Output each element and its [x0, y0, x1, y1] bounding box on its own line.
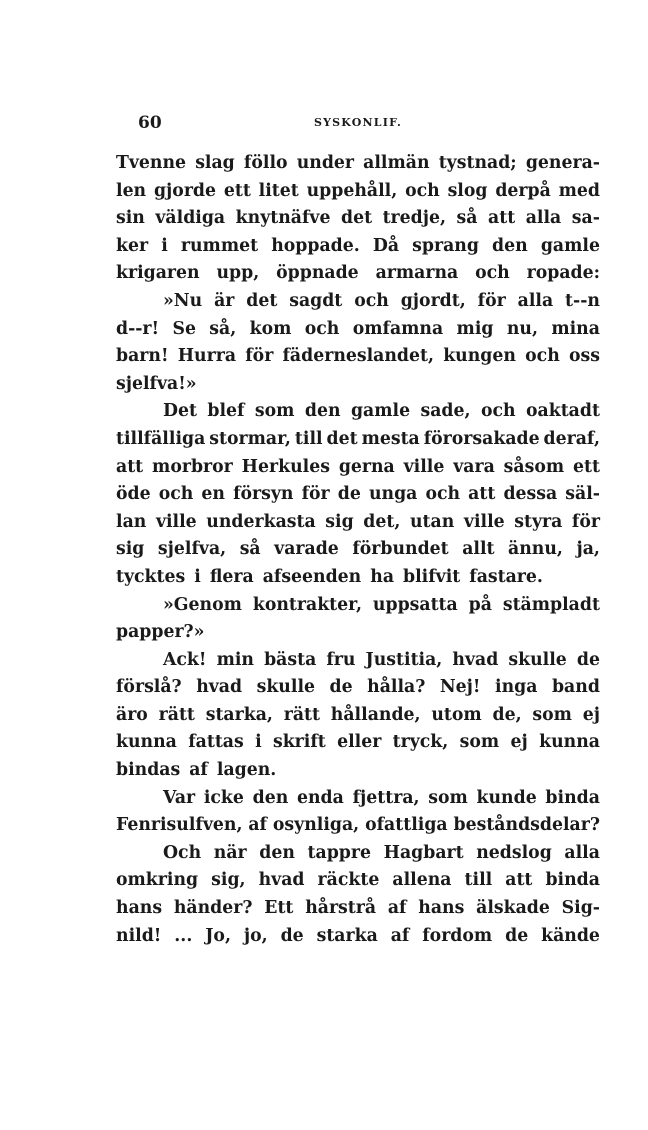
word: papper?»: [116, 622, 205, 643]
word: i: [161, 235, 168, 256]
word: varade: [274, 539, 339, 560]
word: det: [340, 208, 373, 229]
word: och: [425, 484, 461, 505]
word: händer?: [173, 898, 253, 919]
word: genera-: [525, 153, 600, 173]
word: sig: [116, 539, 145, 560]
word: fastare.: [469, 566, 543, 587]
word: ville: [463, 511, 505, 532]
word: öppnade: [276, 263, 359, 284]
word: de: [337, 484, 361, 505]
word: till: [294, 428, 323, 449]
word: och: [525, 346, 560, 367]
word: sade,: [420, 401, 471, 422]
word: morbror: [152, 456, 233, 477]
word: mig: [456, 318, 494, 339]
word: bindas: [116, 760, 181, 781]
word: mina: [551, 318, 600, 339]
word: en: [201, 484, 225, 505]
word: slag: [195, 153, 235, 173]
word: Sig-: [561, 898, 600, 919]
word: rätt: [283, 704, 320, 725]
word: tryck,: [392, 732, 449, 753]
text-line: [116, 178, 600, 206]
word: sa-: [571, 208, 600, 229]
word: kände: [541, 925, 600, 946]
word: icke: [203, 787, 244, 808]
word: slog: [447, 180, 488, 201]
word: gjorde: [153, 180, 217, 201]
word: lan: [116, 511, 147, 532]
word: ett: [223, 180, 251, 201]
word: Fenrisulfven,: [116, 815, 243, 836]
word: räckte: [317, 870, 380, 891]
word: kunna: [116, 732, 177, 753]
word: d--r!: [116, 318, 160, 339]
word: och: [405, 180, 440, 201]
text-line: [116, 398, 600, 426]
word: såsom: [503, 456, 565, 477]
word: utan: [409, 511, 455, 532]
page-header: [116, 113, 600, 137]
word: band: [551, 677, 600, 698]
word: gerna: [338, 456, 395, 477]
text-line: [116, 619, 600, 647]
word: fru: [326, 649, 356, 670]
word: ja,: [576, 539, 600, 560]
word: de: [505, 925, 529, 946]
word: skulle: [256, 677, 316, 698]
word: t--n: [565, 290, 600, 311]
word: osynliga,: [272, 815, 360, 836]
word: af: [248, 815, 267, 836]
word: derpå: [495, 180, 551, 201]
word: för: [301, 484, 330, 505]
word: det: [246, 290, 278, 311]
word: gjordt,: [400, 290, 466, 311]
word: det,: [363, 511, 401, 532]
word: hvad: [196, 677, 243, 698]
word: det: [326, 428, 358, 449]
word: ej: [510, 732, 528, 753]
word: säl-: [565, 484, 600, 505]
word: Nej!: [439, 677, 481, 698]
text-line: [116, 812, 600, 840]
text-line: [116, 371, 600, 399]
word: inga: [495, 677, 538, 698]
word: binda: [545, 870, 600, 891]
word: sig: [325, 511, 354, 532]
word: kom: [249, 318, 292, 339]
word: Herkules: [241, 456, 330, 477]
text-line: [116, 260, 600, 288]
word: under: [296, 153, 355, 173]
word: jo,: [243, 925, 268, 946]
text-line: [116, 536, 600, 564]
word: föllo: [243, 153, 288, 173]
word: starka,: [205, 704, 273, 725]
text-line: [116, 564, 600, 592]
word: fjettra,: [352, 787, 420, 808]
text-line: [116, 426, 600, 454]
word: och: [354, 290, 389, 311]
word: sagdt: [289, 290, 343, 311]
word: och: [158, 484, 194, 505]
page-number: 60: [138, 113, 162, 133]
word: rummet: [180, 235, 259, 256]
word: enda: [297, 787, 344, 808]
text-line: [116, 454, 600, 482]
text-line: [116, 757, 600, 785]
word: försyn: [233, 484, 294, 505]
word: utom: [431, 704, 482, 725]
running-title: SYSKONLIF.: [313, 116, 403, 129]
text-line: [116, 288, 600, 316]
word: i: [194, 566, 201, 587]
word: beståndsdelar?: [453, 815, 600, 836]
word: ville: [403, 456, 445, 477]
word: hvad: [258, 870, 305, 891]
word: kontrakter,: [252, 594, 363, 615]
word: ett: [573, 456, 600, 477]
text-line: [116, 729, 600, 757]
text-line: [116, 895, 600, 923]
word: tappre: [307, 842, 371, 863]
word: allena: [392, 870, 452, 891]
word: den: [492, 235, 528, 256]
word: alla: [564, 842, 600, 863]
word: Hurra: [177, 346, 237, 367]
word: den: [259, 842, 295, 863]
word: som: [428, 787, 468, 808]
word: tredje,: [382, 208, 447, 229]
text-line: [116, 343, 600, 371]
word: af: [387, 898, 407, 919]
word: Ack!: [163, 649, 207, 670]
text-line: [116, 867, 600, 895]
word: uppehåll,: [306, 180, 398, 201]
word: blifvit: [403, 566, 461, 587]
word: sjelfva!»: [116, 373, 197, 394]
word: mesta: [361, 428, 420, 449]
word: Det: [163, 401, 197, 422]
word: styra: [514, 511, 563, 532]
word: hans: [116, 898, 163, 919]
word: hans: [418, 898, 465, 919]
word: deraf,: [543, 428, 600, 449]
word: allmän: [363, 153, 430, 173]
text-line: [116, 702, 600, 730]
word: hålla?: [367, 677, 426, 698]
word: de,: [492, 704, 522, 725]
word: förslå?: [116, 677, 182, 698]
word: sig,: [211, 870, 246, 891]
word: armarna: [375, 263, 459, 284]
word: starka: [316, 925, 378, 946]
word: alla: [517, 290, 554, 311]
word: flera: [209, 566, 254, 587]
word: att: [468, 484, 496, 505]
text-line: [116, 509, 600, 537]
word: älskade: [476, 898, 550, 919]
word: tillfälliga: [116, 428, 206, 449]
word: omkring: [116, 870, 199, 891]
text-line: [116, 316, 600, 344]
word: krigaren: [116, 263, 200, 284]
word: Ett: [264, 898, 294, 919]
word: för: [477, 290, 506, 311]
word: ville: [155, 511, 197, 532]
word: gamle: [540, 235, 600, 256]
text-line: [116, 923, 600, 951]
word: ännu,: [508, 539, 563, 560]
word: blef: [207, 401, 245, 422]
word: de: [576, 649, 600, 670]
word: med: [558, 180, 600, 201]
word: unga: [368, 484, 418, 505]
word: till: [464, 870, 493, 891]
text-line: [116, 647, 600, 675]
word: af: [390, 925, 410, 946]
word: väldiga: [155, 208, 226, 229]
word: »Genom: [163, 594, 242, 615]
word: oss: [568, 346, 600, 367]
word: skulle: [508, 649, 567, 670]
word: kungen: [443, 346, 516, 367]
word: som: [532, 704, 572, 725]
word: så: [456, 208, 478, 229]
word: förorsakade: [423, 428, 540, 449]
word: ej: [582, 704, 600, 725]
word: »Nu: [163, 290, 203, 311]
word: på: [468, 594, 492, 615]
word: fordom: [422, 925, 493, 946]
word: Och: [163, 842, 202, 863]
word: ropade:: [526, 263, 600, 284]
text-line: [116, 481, 600, 509]
word: upp,: [216, 263, 260, 284]
word: vara: [453, 456, 495, 477]
word: som: [459, 732, 500, 753]
word: i: [255, 732, 262, 753]
word: hvad: [452, 649, 499, 670]
word: hårstrå: [305, 898, 377, 919]
word: ...: [174, 925, 193, 946]
word: ker: [116, 235, 149, 256]
word: Justitia,: [365, 649, 443, 670]
word: fattas: [188, 732, 244, 753]
word: sjelfva,: [157, 539, 227, 560]
word: underkasta: [206, 511, 316, 532]
word: alla: [525, 208, 562, 229]
word: stormar,: [209, 428, 291, 449]
text-line: [116, 840, 600, 868]
word: öde: [116, 484, 151, 505]
word: omfamna: [352, 318, 444, 339]
word: binda: [545, 787, 600, 808]
word: allt: [462, 539, 495, 560]
word: eller: [337, 732, 382, 753]
word: skrift: [272, 732, 326, 753]
word: fäderneslandet,: [282, 346, 435, 367]
word: nu,: [506, 318, 538, 339]
word: de: [280, 925, 304, 946]
text-line: [116, 592, 600, 620]
word: är: [214, 290, 235, 311]
word: litet: [258, 180, 299, 201]
word: att: [116, 456, 144, 477]
word: knytnäfve: [235, 208, 331, 229]
word: nild!: [116, 925, 162, 946]
word: och: [304, 318, 340, 339]
word: lagen.: [216, 760, 277, 781]
text-line: [116, 233, 600, 261]
word: så: [239, 539, 261, 560]
word: Var: [163, 787, 196, 808]
word: att: [505, 870, 533, 891]
word: rätt: [158, 704, 195, 725]
word: oaktadt: [526, 401, 600, 422]
word: min: [216, 649, 254, 670]
word: len: [116, 180, 147, 201]
word: stämpladt: [502, 594, 600, 615]
word: Tvenne: [116, 153, 187, 173]
word: Se: [172, 318, 196, 339]
word: dessa: [503, 484, 558, 505]
text-line: [116, 205, 600, 233]
word: när: [213, 842, 247, 863]
word: Jo,: [205, 925, 231, 946]
word: för: [571, 511, 600, 532]
word: att: [488, 208, 516, 229]
word: och: [475, 263, 510, 284]
word: kunna: [539, 732, 600, 753]
word: hoppade.: [271, 235, 360, 256]
word: tystnad;: [438, 153, 517, 173]
word: som: [254, 401, 295, 422]
word: hållande,: [330, 704, 421, 725]
word: förbundet: [352, 539, 449, 560]
word: afseenden: [262, 566, 362, 587]
word: äro: [116, 704, 148, 725]
word: kunde: [476, 787, 537, 808]
word: af: [189, 760, 208, 781]
word: och: [480, 401, 516, 422]
word: gamle: [350, 401, 411, 422]
text-line: [116, 785, 600, 813]
word: barn!: [116, 346, 169, 367]
word: för: [245, 346, 274, 367]
text-line: [116, 674, 600, 702]
word: den: [252, 787, 289, 808]
word: nedslog: [476, 842, 552, 863]
word: så,: [209, 318, 237, 339]
word: sprang: [412, 235, 479, 256]
word: uppsatta: [372, 594, 458, 615]
word: ha: [370, 566, 395, 587]
word: de: [329, 677, 353, 698]
word: bästa: [264, 649, 317, 670]
body-text: [116, 150, 600, 950]
word: sin: [116, 208, 145, 229]
word: ofattliga: [365, 815, 448, 836]
word: Hagbart: [383, 842, 464, 863]
word: tycktes: [116, 566, 186, 587]
text-line: [116, 150, 600, 178]
word: Då: [372, 235, 400, 256]
word: den: [304, 401, 341, 422]
